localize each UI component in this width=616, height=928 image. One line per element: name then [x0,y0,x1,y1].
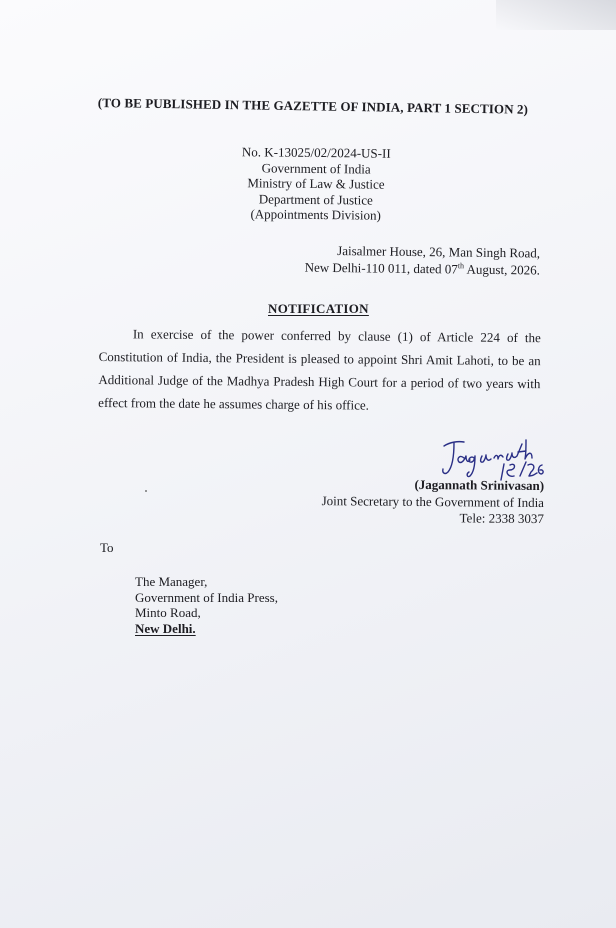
recipient-line-3: Minto Road, [135,605,201,620]
recipient-line-2: Government of India Press, [135,589,278,605]
department-name: Department of Justice [258,190,373,208]
ministry-name: Ministry of Law & Justice [247,175,385,192]
signatory-designation: Joint Secretary to the Government of India [321,492,545,510]
page-corner-shadow [496,0,616,30]
address-date-prefix: New Delhi-110 011, dated 07 [304,259,458,277]
paper-speck [145,490,147,492]
recipient-city: New Delhi. [135,620,196,636]
recipient-address [135,574,278,636]
signatory-phone: Tele: 2338 3037 [459,510,544,527]
signatory-name: (Jagannath Srinivasan) [414,476,545,494]
address-line-1: Jaisalmer House, 26, Man Singh Road, [337,243,541,261]
signatory-block [300,476,544,528]
reference-number: No. K-13025/02/2024-US-II [241,144,391,161]
reference-block [236,144,397,223]
address-date-suffix: August, 2026. [463,261,540,278]
notification-body: In exercise of the power conferred by clause (1) of Article 224 of the Constitution of India, the President is pleased to appoint Shri Amit Lahoti, to be an Additional Judge of the Madhya Pradesh High Court for a period of two years with effect from the date he assumes charge of his office. [98,326,541,413]
division-name: (Appointments Division) [250,206,381,223]
handwritten-signature [438,432,548,482]
gazette-heading: (TO BE PUBLISHED IN THE GAZETTE OF INDIA, PART 1 SECTION 2) [97,95,529,117]
address-block [290,241,540,278]
recipient-line-1: The Manager, [135,574,208,589]
government-name: Government of India [261,159,371,177]
to-label: To [100,540,114,555]
address-line-2 [290,258,540,278]
address-date-ordinal: th [457,261,465,271]
notification-title: NOTIFICATION [268,301,369,316]
